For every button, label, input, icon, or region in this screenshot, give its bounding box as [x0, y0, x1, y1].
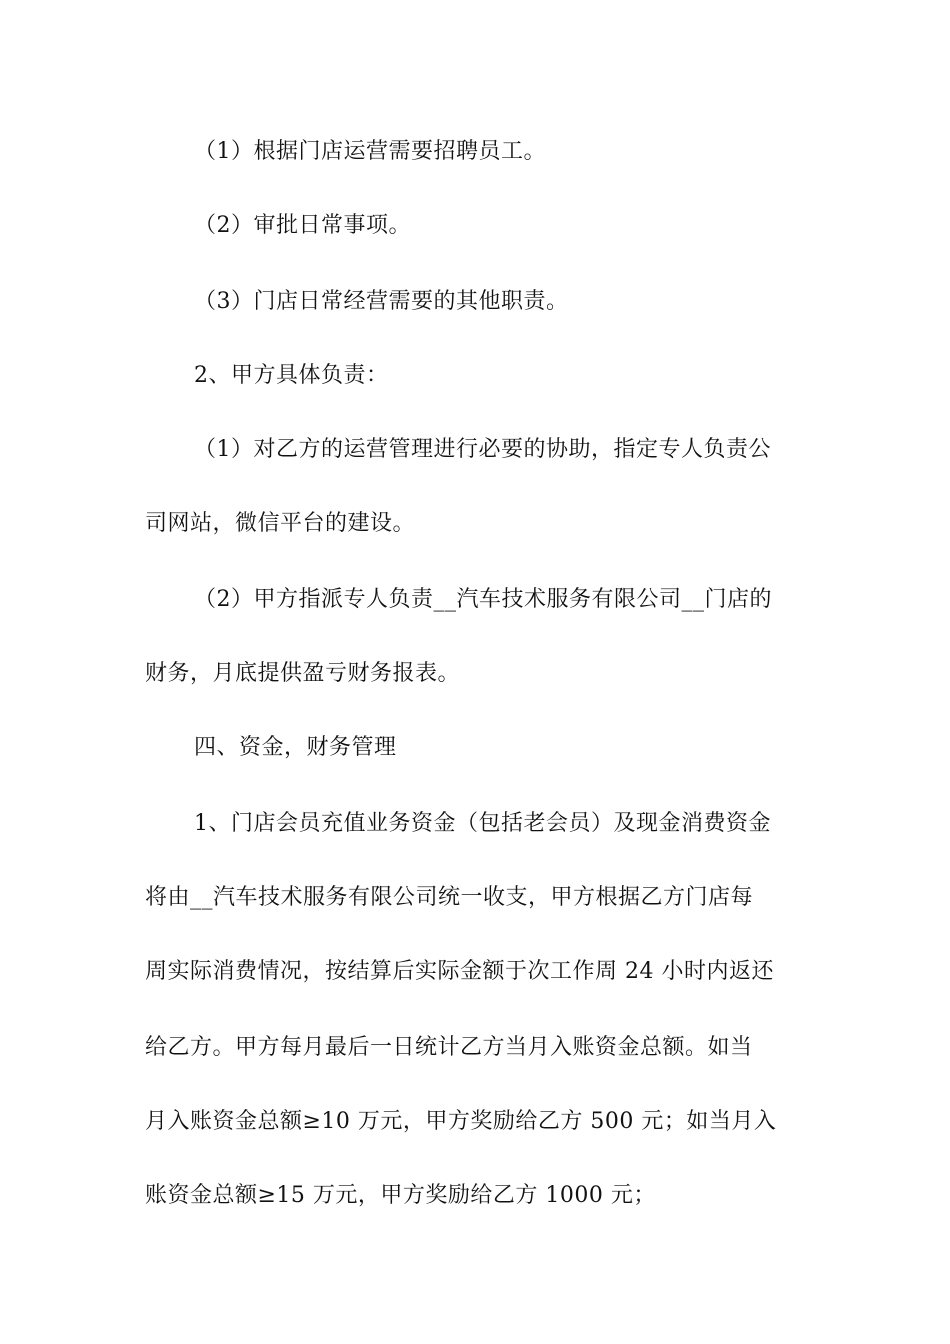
text-line-finance-1-cont-2: 周实际消费情况，按结算后实际金额于次工作周 24 小时内返还	[145, 959, 774, 984]
section-heading-finance: 四、资金，财务管理	[194, 735, 397, 760]
text-line-party-a-2: （2）甲方指派专人负责__汽车技术服务有限公司__门店的	[194, 587, 772, 612]
text-line-party-a-1: （1）对乙方的运营管理进行必要的协助，指定专人负责公	[194, 437, 771, 462]
text-line-item-1: （1）根据门店运营需要招聘员工。	[194, 139, 546, 164]
text-line-finance-1-cont-1: 将由__汽车技术服务有限公司统一收支，甲方根据乙方门店每	[145, 885, 754, 910]
text-line-finance-1: 1、门店会员充值业务资金（包括老会员）及现金消费资金	[194, 811, 771, 836]
text-line-finance-1-cont-5: 账资金总额≥15 万元，甲方奖励给乙方 1000 元；	[145, 1183, 656, 1208]
text-line-item-2: （2）审批日常事项。	[194, 213, 411, 238]
section-heading-party-a: 2、甲方具体负责：	[194, 363, 389, 388]
text-line-item-3: （3）门店日常经营需要的其他职责。	[194, 289, 569, 314]
text-line-party-a-2-cont: 财务，月底提供盈亏财务报表。	[145, 661, 461, 686]
text-line-finance-1-cont-3: 给乙方。甲方每月最后一日统计乙方当月入账资金总额。如当	[145, 1035, 753, 1060]
text-line-finance-1-cont-4: 月入账资金总额≥10 万元，甲方奖励给乙方 500 元；如当月入	[145, 1109, 777, 1134]
text-line-party-a-1-cont: 司网站，微信平台的建设。	[145, 511, 416, 536]
